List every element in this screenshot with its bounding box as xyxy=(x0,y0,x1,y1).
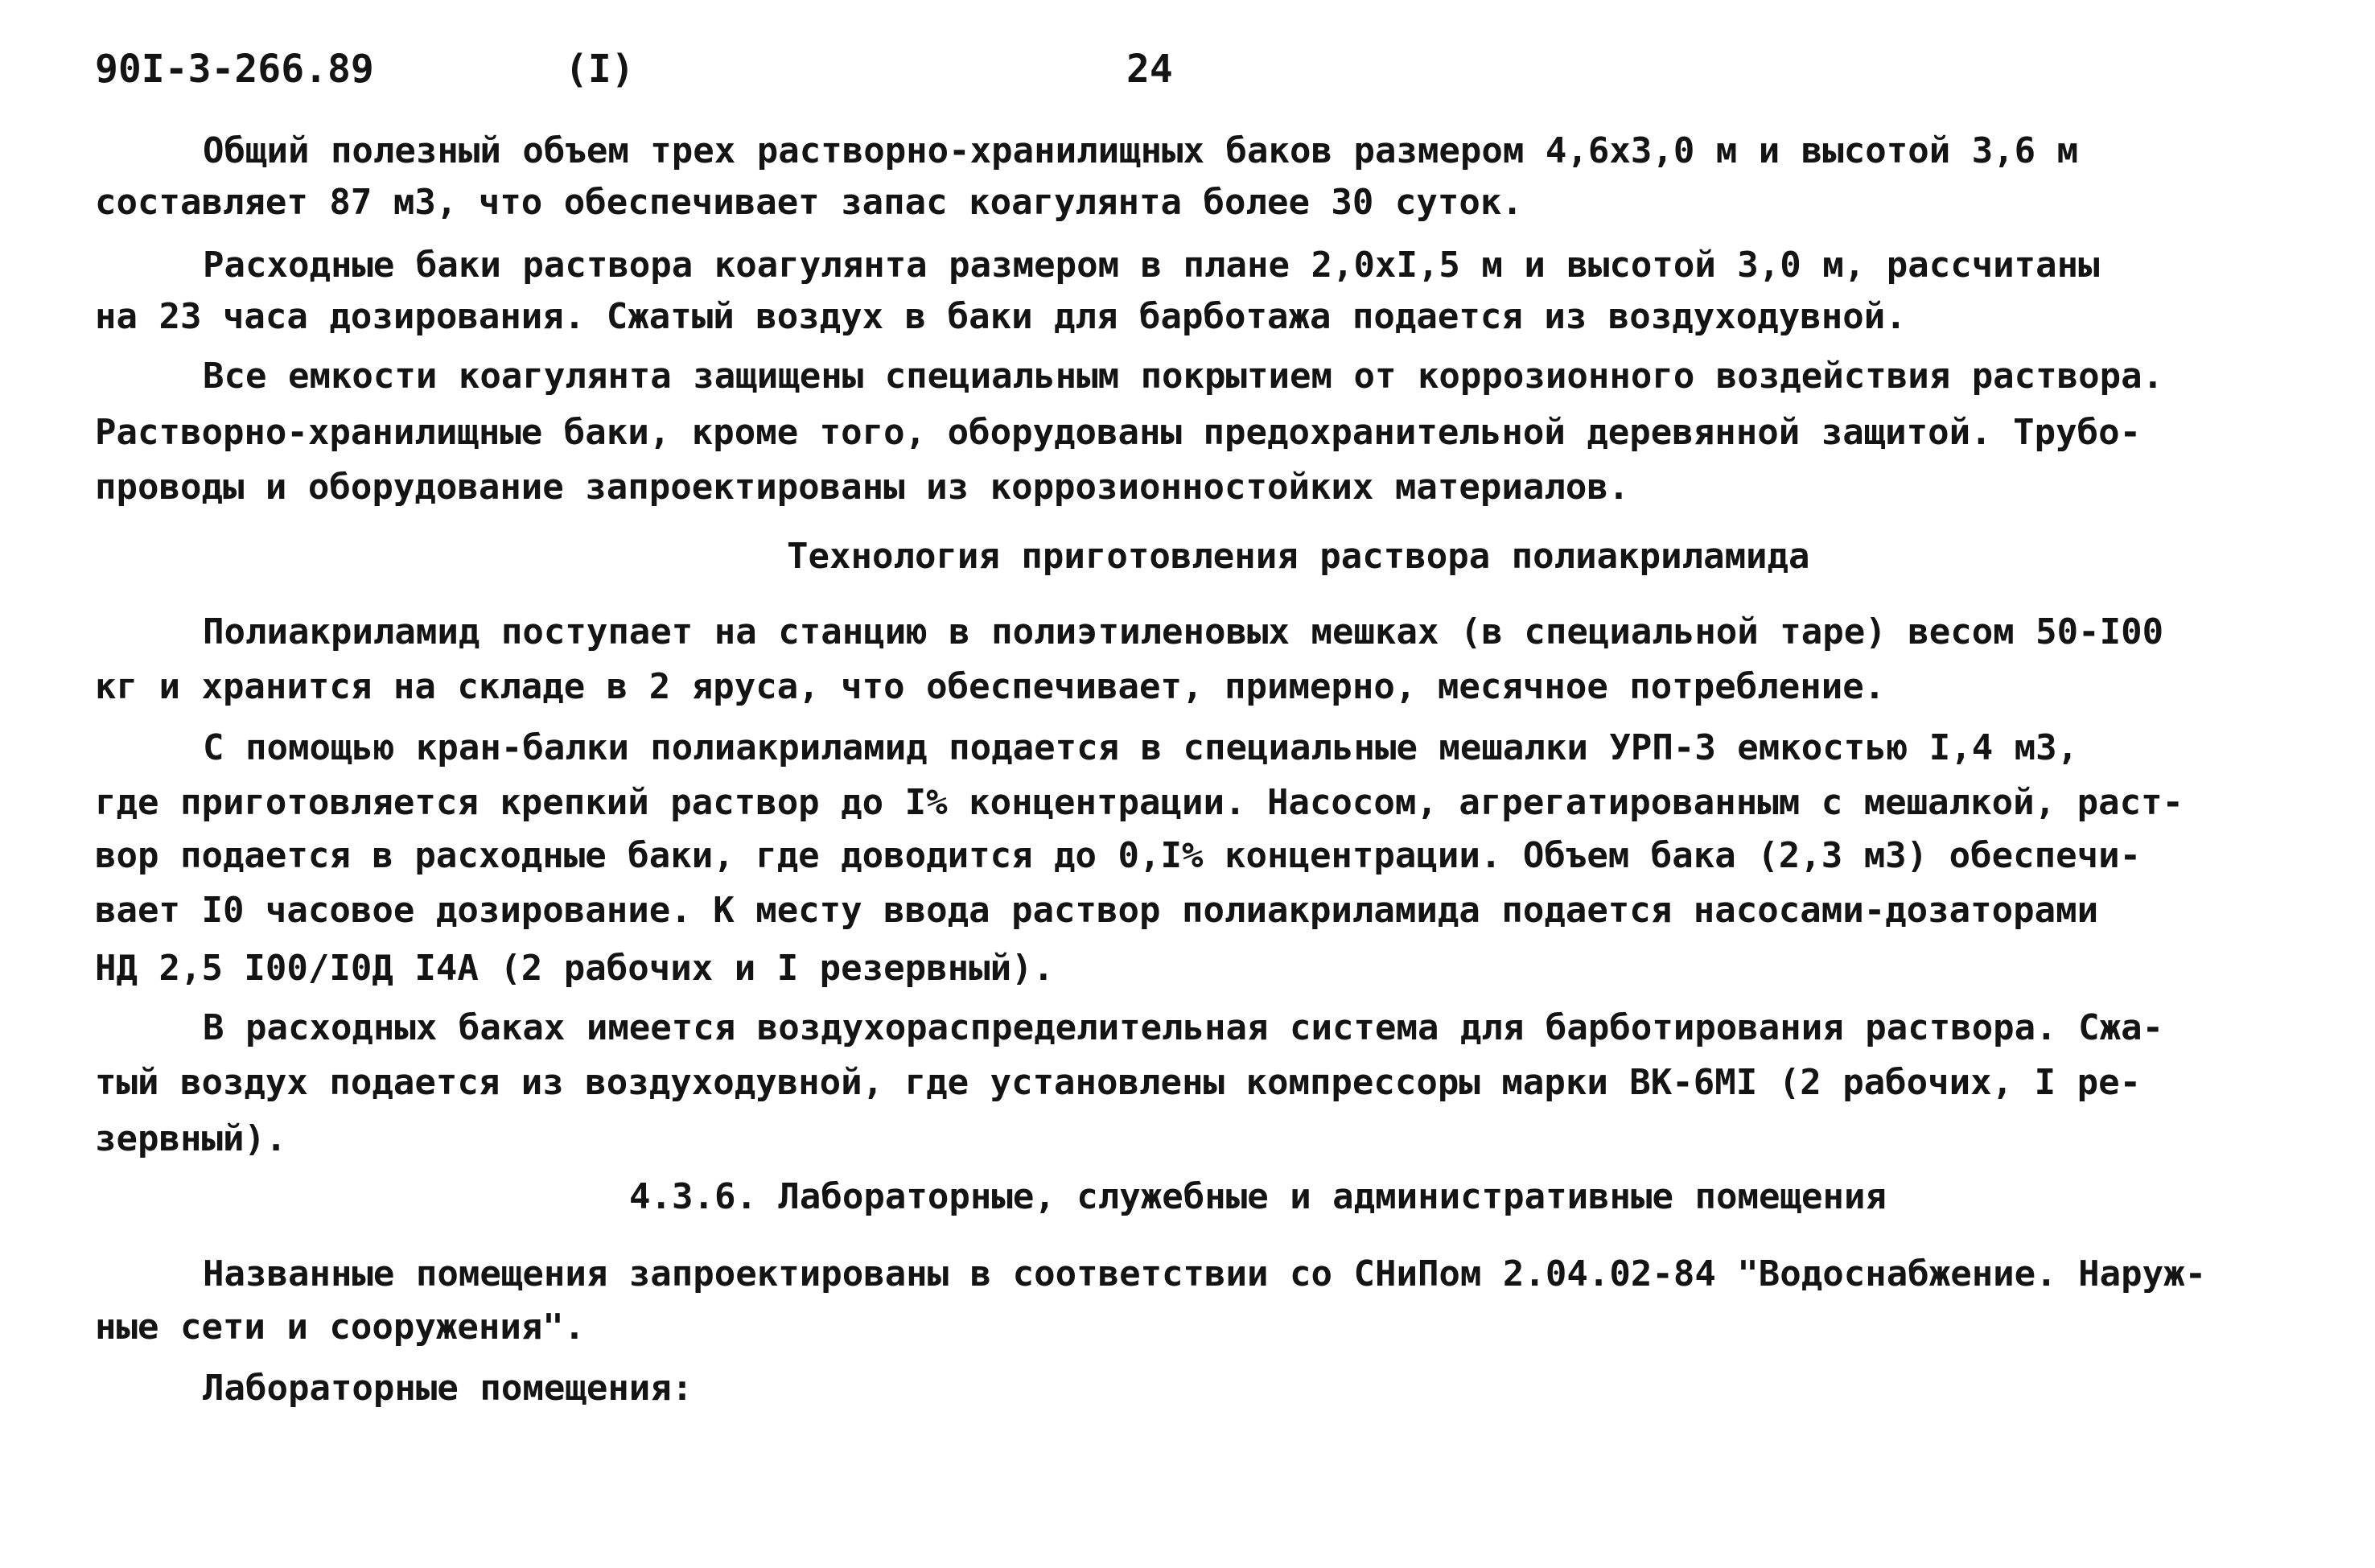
paragraph-line: С помощью кран-балки полиакриламид подается в специальные мешалки УРП-3 емкостью I,4 м3, xyxy=(203,727,2079,768)
paragraph-line: Расходные баки раствора коагулянта размером в плане 2,0хI,5 м и высотой 3,0 м, рассчитаны xyxy=(203,245,2100,286)
paragraph-line: вор подается в расходные баки, где доводится до 0,I% концентрации. Объем бака (2,3 м3) обеспечи- xyxy=(95,835,2142,876)
page-number: 24 xyxy=(1126,47,1173,92)
paragraph-line: Лабораторные помещения: xyxy=(203,1368,694,1409)
paragraph-line: зервный). xyxy=(95,1118,287,1159)
document-code: 90I-3-266.89 xyxy=(95,47,374,92)
paragraph-line: В расходных баках имеется воздухораспределительная система для барботирования раствора. Сжа- xyxy=(203,1007,2164,1048)
section-heading-labs: 4.3.6. Лабораторные, служебные и административные помещения xyxy=(629,1176,1887,1217)
paragraph-line: Названные помещения запроектированы в соответствии со СНиПом 2.04.02-84 "Водоснабжение. Наруж- xyxy=(203,1253,2207,1294)
section-mark: (I) xyxy=(565,47,635,92)
paragraph-line: ные сети и сооружения". xyxy=(95,1307,586,1348)
section-heading-polyacrylamide: Технология приготовления раствора полиакриламида xyxy=(787,536,1810,577)
paragraph-line: Все емкости коагулянта защищены специальным покрытием от коррозионного воздействия раствора. xyxy=(203,356,2164,397)
paragraph-line: проводы и оборудование запроектированы из коррозионностойких материалов. xyxy=(95,467,1630,508)
paragraph-line: Полиакриламид поступает на станцию в полиэтиленовых мешках (в специальной таре) весом 50-I00 xyxy=(203,611,2164,652)
paragraph-line: на 23 часа дозирования. Сжатый воздух в баки для барботажа подается из воздуходувной. xyxy=(95,296,1907,337)
paragraph-line: составляет 87 м3, что обеспечивает запас коагулянта более 30 суток. xyxy=(95,182,1523,223)
paragraph-line: Растворно-хранилищные баки, кроме того, оборудованы предохранительной деревянной защитой. Трубо- xyxy=(95,412,2142,453)
paragraph-line: где приготовляется крепкий раствор до I% концентрации. Насосом, агрегатированным с мешалкой, раст- xyxy=(95,782,2184,823)
paragraph-line: вает I0 часовое дозирование. К месту ввода раствор полиакриламида подается насосами-дозаторами xyxy=(95,890,2099,931)
paragraph-line: Общий полезный объем трех растворно-хранилищных баков размером 4,6х3,0 м и высотой 3,6 м xyxy=(203,130,2079,171)
paragraph-line: кг и хранится на складе в 2 яруса, что обеспечивает, примерно, месячное потребление. xyxy=(95,666,1886,707)
paragraph-line: тый воздух подается из воздуходувной, где установлены компрессоры марки ВК-6МI (2 рабочих, I ре- xyxy=(95,1062,2142,1103)
paragraph-line: НД 2,5 I00/I0Д I4А (2 рабочих и I резервный). xyxy=(95,948,1055,989)
